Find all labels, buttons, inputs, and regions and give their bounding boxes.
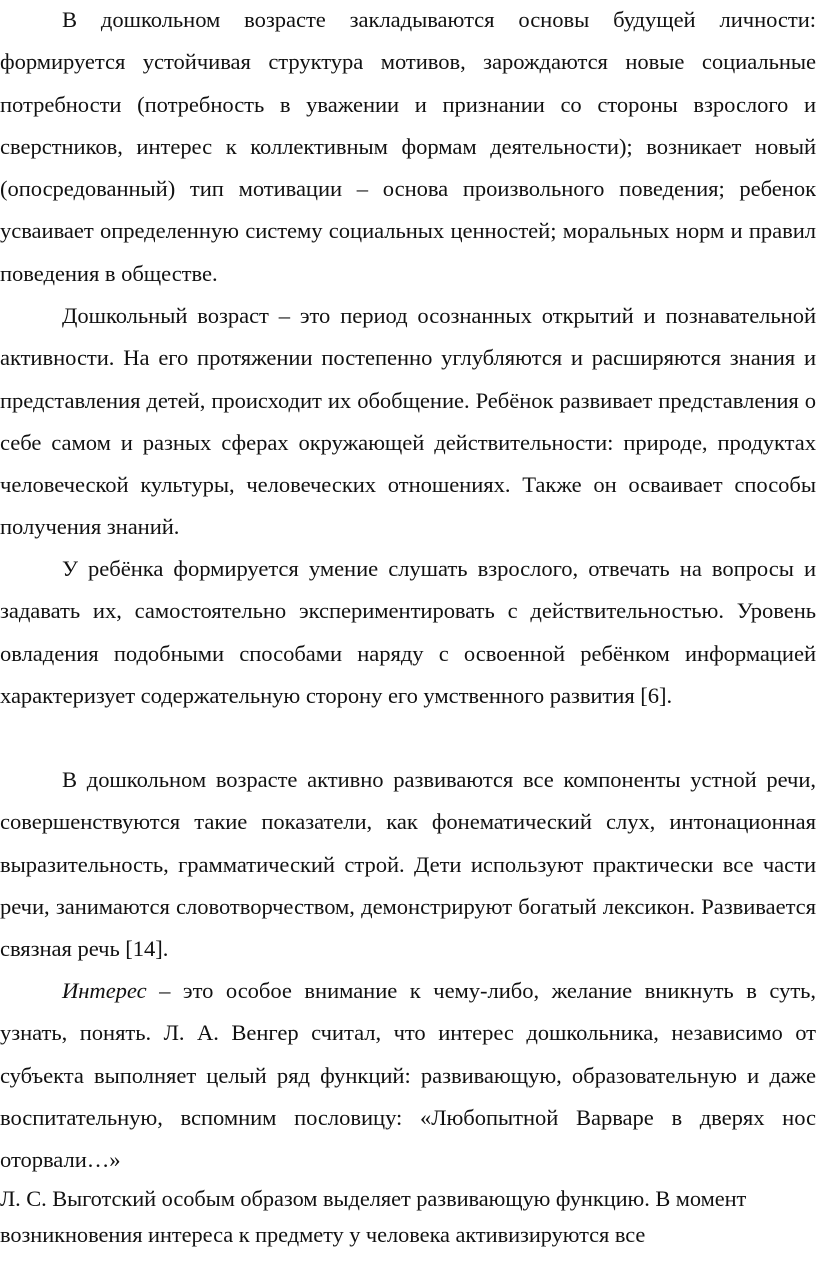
paragraph-3: У ребёнка формируется умение слушать взрослого, отвечать на вопросы и задавать их, самостоятельно экспериментировать с действительностью. Уровень овладения подобными способами наряду с освоенной ребёнком информацией характеризует содержательную сторону его умственного развития [6]. xyxy=(0,556,816,708)
paragraph-2: Дошкольный возраст – это период осознанных открытий и познавательной активности. На его протяжении постепенно углубляются и расширяются знания и представления детей, происходит их обобщение. Ребёнок развивает представления о себе самом и разных сферах окружающей действительности: природе, продуктах человеческой культуры, человеческих отношениях. Также он осваивает способы получения знаний. xyxy=(0,303,816,540)
paragraph-6: Л. С. Выготский особым образом выделяет развивающую функцию. В момент возникновения интереса к предмету у человека активизируются все xyxy=(0,1186,747,1247)
paragraph-5-text: – это особое внимание к чему-либо, желание вникнуть в суть, узнать, понять. Л. А. Венгер считал, что интерес дошкольника, независимо от субъекта выполняет целый ряд функций: развивающую, образовательную и даже воспитательную, вспомним пословицу: «Любопытной Варваре в дверях нос оторвали…» xyxy=(0,978,816,1173)
paragraph-1: В дошкольном возрасте закладываются основы будущей личности: формируется устойчивая структура мотивов, зарождаются новые социальные потребности (потребность в уважении и признании со стороны взрослого и сверстников, интерес к коллективным формам деятельности); возникает новый (опосредованный) тип мотивации – основа произвольного поведения; ребенок усваивает определенную систему социальных ценностей; моральных норм и правил поведения в обществе. xyxy=(0,7,816,286)
paragraph-5 xyxy=(0,970,816,1181)
italic-term: Интерес xyxy=(62,978,147,1003)
paragraph-4: В дошкольном возрасте активно развиваются все компоненты устной речи, совершенствуются такие показатели, как фонематический слух, интонационная выразительность, грамматический строй. Дети используют практически все части речи, занимаются словотворчеством, демонстрируют богатый лексикон. Развивается связная речь [14]. xyxy=(0,767,816,962)
